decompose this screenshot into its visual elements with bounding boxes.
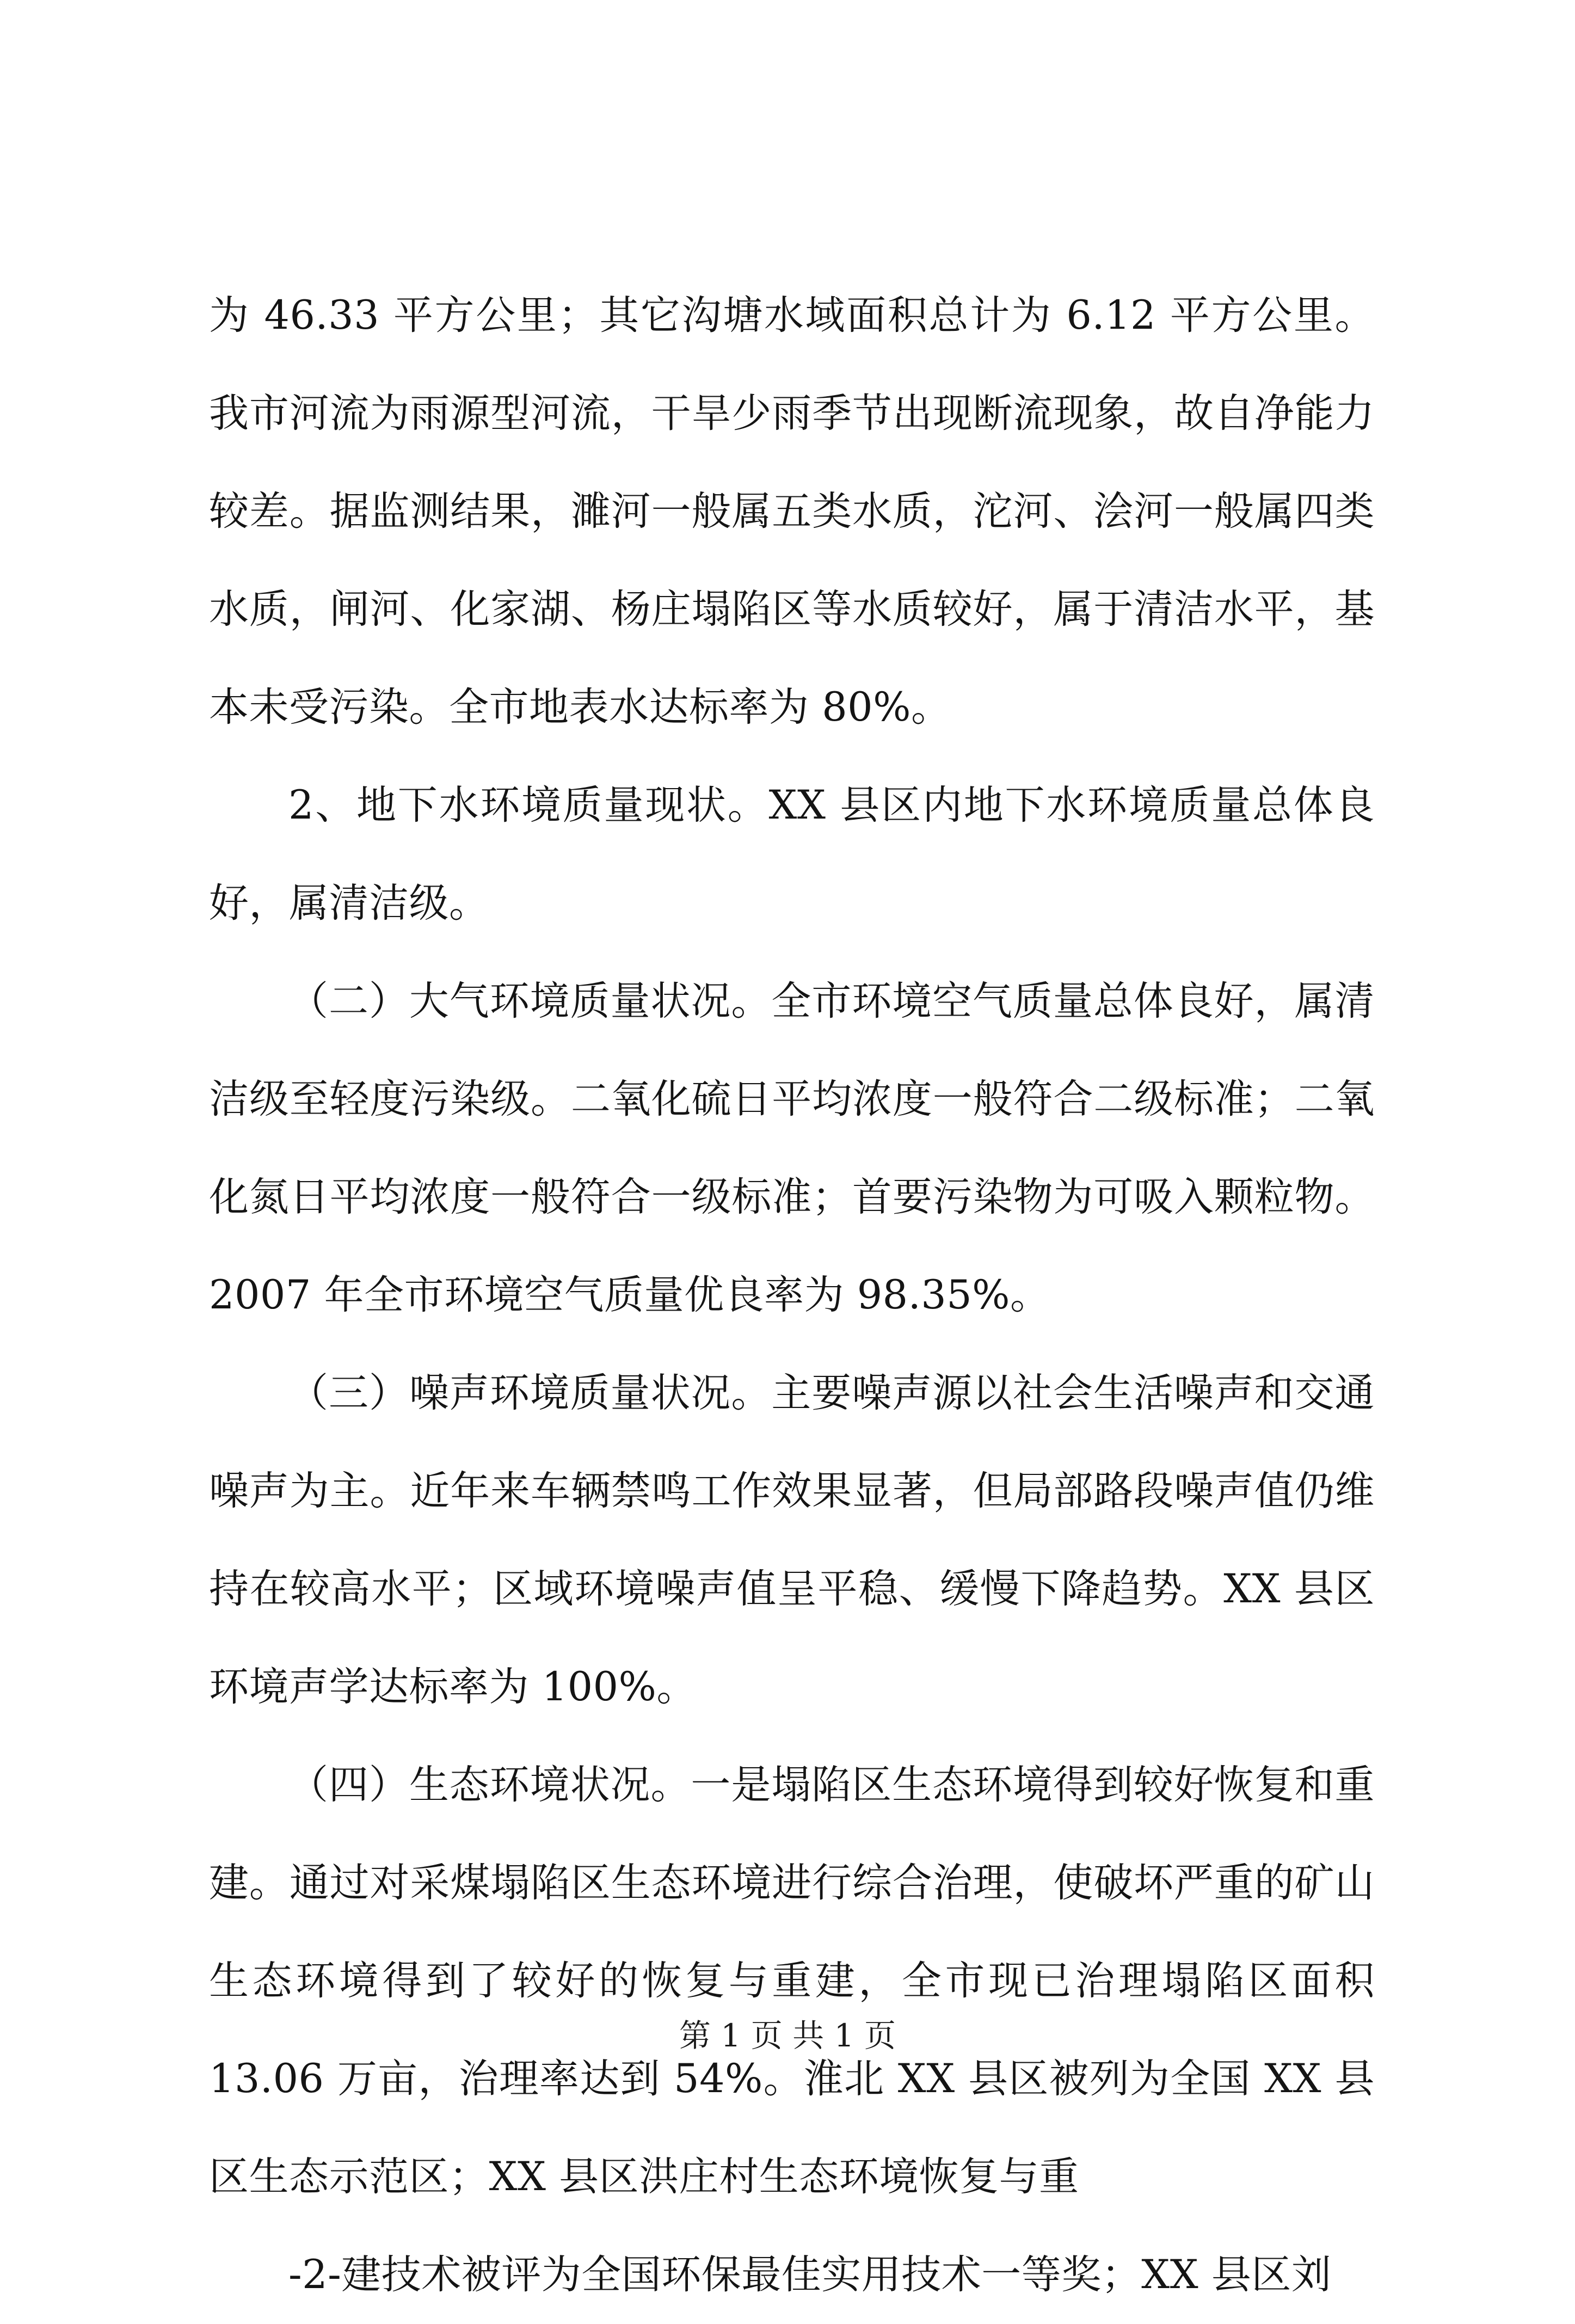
paragraph-ecology-continued: -2-建技术被评为全国环保最佳实用技术一等奖；XX 县区刘 <box>288 2252 1332 2298</box>
page-footer: 第 1 页 共 1 页 <box>679 2017 896 2054</box>
paragraph-ecology: （四）生态环境状况。一是塌陷区生态环境得到较好恢复和重建。通过对采煤塌陷区生态环境进行综合治理，使破坏严重的矿山生态环境得到了较好的恢复与重建，全市现已治理塌陷区面积 13.06 万亩，治理率达到 54%。淮北 XX 县区被列为全国 XX 县区生态示范区；XX 县区洪庄村生态环境恢复与重 <box>209 1762 1375 2200</box>
paragraph-surface-water: 为 46.33 平方公里；其它沟塘水域面积总计为 6.12 平方公里。我市河流为雨源型河流，干旱少雨季节出现断流现象，故自净能力较差。据监测结果，濉河一般属五类水质，沱河、浍河一般属四类水质，闸河、化家湖、杨庄塌陷区等水质较好，属于清洁水平，基本未受污染。全市地表水达标率为 80%。 <box>209 292 1375 730</box>
paragraph-noise: （三）噪声环境质量状况。主要噪声源以社会生活噪声和交通噪声为主。近年来车辆禁鸣工作效果显著，但局部路段噪声值仍维持在较高水平；区域环境噪声值呈平稳、缓慢下降趋势。XX 县区环境声学达标率为 100%。 <box>209 1370 1375 1710</box>
paragraph-air-quality: （二）大气环境质量状况。全市环境空气质量总体良好，属清洁级至轻度污染级。二氧化硫日平均浓度一般符合二级标准；二氧化氮日平均浓度一般符合一级标准；首要污染物为可吸入颗粒物。2007 年全市环境空气质量优良率为 98.35%。 <box>209 978 1375 1318</box>
paragraph-groundwater: 2、地下水环境质量现状。XX 县区内地下水环境质量总体良好，属清洁级。 <box>209 782 1375 926</box>
